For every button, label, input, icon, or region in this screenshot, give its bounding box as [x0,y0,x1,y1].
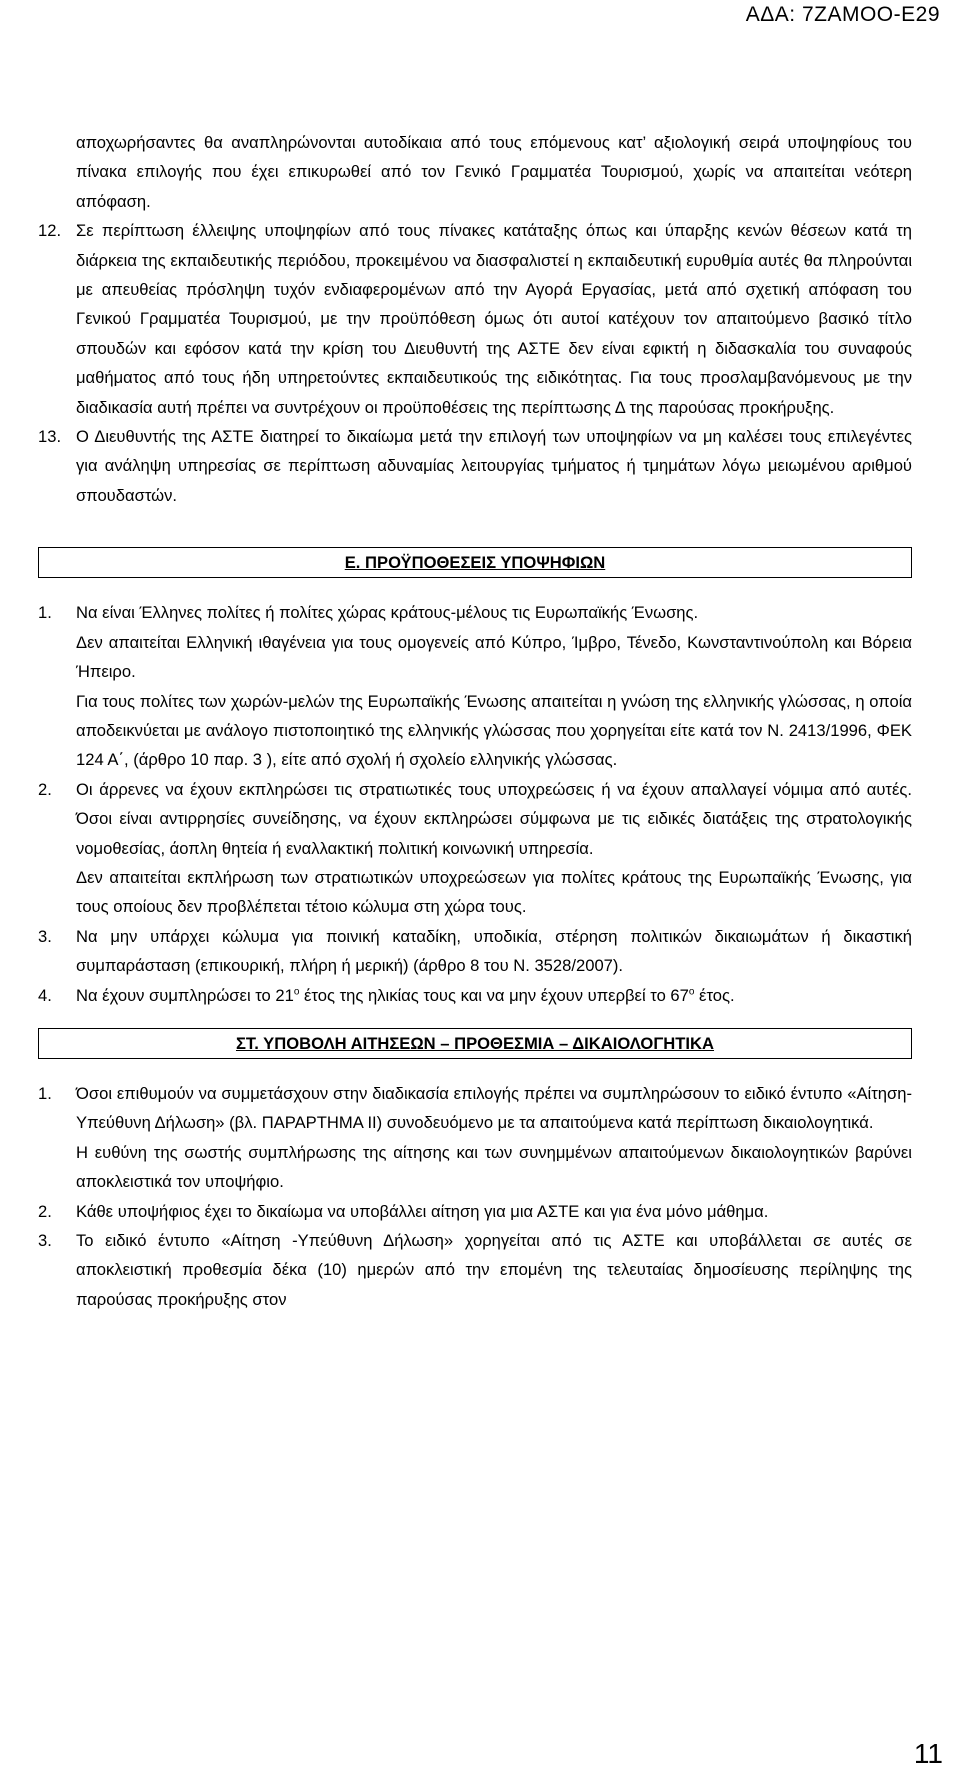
item-number: 2. [38,1201,52,1221]
superscript-o: ο [688,986,695,998]
list-item-e2 [38,775,912,922]
item-text-part: έτος. [694,985,735,1005]
item-text [76,981,912,1010]
list-item-12 [38,216,912,422]
item-text: Όσοι επιθυμούν να συμμετάσχουν στην διαδικασία επιλογής πρέπει να συμπληρώσουν το ειδικό έντυπο «Αίτηση-Υπεύθυνη Δήλωση» (βλ. ΠΑΡΑΡΤΗΜΑ ΙΙ) συνοδευόμενο με τα απαιτούμενα κατά περίπτωση δικαιολογητικά. [76,1083,912,1133]
document-body [38,128,912,1314]
superscript-o: ο [293,986,300,998]
item-text-part: Να έχουν συμπληρώσει το 21 [76,985,294,1005]
item-number: 12. [38,221,62,241]
item-number: 3. [38,1231,52,1250]
list-item-st1 [38,1079,912,1197]
item-number: 2. [38,779,52,799]
list-item-13 [38,422,912,510]
intro-paragraph: αποχωρήσαντες θα αναπληρώνονται αυτοδίκαια από τους επόμενους κατ’ αξιολογική σειρά υποψηφίους του πίνακα επιλογής που έχει επικυρωθεί από τον Γενικό Γραμματέα Τουρισμού, χωρίς να απαιτείται νεότερη απόφαση. [76,133,912,211]
document-code: ΑΔΑ: 7ΖΑΜΟΟ-Ε29 [745,3,940,26]
list-item-e1 [38,598,912,774]
list-item-e3 [38,922,912,981]
section-st-heading: ΣΤ. ΥΠΟΒΟΛΗ ΑΙΤΗΣΕΩΝ – ΠΡΟΘΕΣΜΙΑ – ΔΙΚΑΙΟΛΟΓΗΤΙΚΑ [38,1028,912,1059]
item-number: 1. [38,603,52,623]
item-text: Το ειδικό έντυπο «Αίτηση -Υπεύθυνη Δήλωση» χορηγείται από τις ΑΣΤΕ και υποβάλλεται σε αυτές σε αποκλειστική προθεσμία δέκα (10) ημερών από την επομένη της τελευταίας δημοσίευσης περίληψης της παρούσας προκήρυξης στον [76,1231,912,1309]
item-text: Σε περίπτωση έλλειψης υποψηφίων από τους πίνακες κατάταξης όπως και ύπαρξης κενών θέσεων κατά τη διάρκεια της εκπαιδευτικής περιόδου, προκειμένου να διασφαλιστεί η εκπαιδευτική ευρυθμία αυτές θα πληρούνται με απευθείας πρόσληψη τυχόν ενδιαφερομένων από την Αγορά Εργασίας, μετά από σχετική απόφαση του Γενικού Γραμματέα Τουρισμού, με την προϋπόθεση όμως ότι αυτοί κατέχουν τον απαιτούμενο βασικό τίτλο σπουδών και εφόσον κατά την κρίση του Διευθυντή της ΑΣΤΕ δεν είναι εφικτή η διδασκαλία του συναφούς μαθήματος από τους ήδη υπηρετούντες εκπαιδευτικούς της ειδικότητας. Για τους προσλαμβανόμενους με την διαδικασία αυτή πρέπει να συντρέχουν οι προϋποθέσεις της περίπτωσης Δ της παρούσας προκήρυξης. [76,221,912,417]
item-text: Η ευθύνη της σωστής συμπλήρωσης της αίτησης και των συνημμένων απαιτούμενων δικαιολογητικών βαρύνει αποκλειστικά τον υποψήφιο. [76,1142,912,1192]
item-text: Για τους πολίτες των χωρών-μελών της Ευρωπαϊκής Ένωσης απαιτείται η γνώση της ελληνικής γλώσσας, η οποία αποδεικνύεται με ανάλογο πιστοποιητικό της ελληνικής γλώσσας που χορηγείται είτε κατά τον Ν. 2413/1996, ΦΕΚ 124 Α΄, (άρθρο 10 παρ. 3 ), είτε από σχολή ή σχολείο ελληνικής γλώσσας. [76,691,912,770]
item-number: 3. [38,926,52,946]
item-number: 13. [38,427,62,447]
page-number: 11 [913,1738,943,1769]
item-text: Δεν απαιτείται εκπλήρωση των στρατιωτικών υποχρεώσεων για πολίτες κράτους της Ευρωπαϊκής Ένωσης, για τους οποίους δεν προβλέπεται τέτοιο κώλυμα στη χώρα τους. [76,867,912,917]
list-item-st2 [38,1197,912,1226]
item-text: Ο Διευθυντής της ΑΣΤΕ διατηρεί το δικαίωμα μετά την επιλογή των υποψηφίων να μη καλέσει τους επιλεγέντες για ανάληψη υπηρεσίας σε περίπτωση αδυναμίας λειτουργίας τμήματος ή τμημάτων λόγω μειωμένου αριθμού σπουδαστών. [76,427,912,505]
item-number: 1. [38,1083,52,1103]
item-text: Κάθε υποψήφιος έχει το δικαίωμα να υποβάλλει αίτηση για μια ΑΣΤΕ και για ένα μόνο μάθημα. [76,1201,769,1221]
section-e-heading: Ε. ΠΡΟΫΠΟΘΕΣΕΙΣ ΥΠΟΨΗΦΙΩΝ [38,547,912,578]
item-text-part: έτος της ηλικίας τους και να μην έχουν υπερβεί το 67 [299,985,689,1005]
item-text: Να μην υπάρχει κώλυμα για ποινική καταδίκη, υποδικία, στέρηση πολιτικών δικαιωμάτων ή δικαστική συμπαράσταση (επικουρική, πλήρη ή μερική) (άρθρο 8 του Ν. 3528/2007). [76,926,912,976]
item-text: Οι άρρενες να έχουν εκπληρώσει τις στρατιωτικές τους υποχρεώσεις ή να έχουν απαλλαγεί νόμιμα από αυτές. Όσοι είναι αντιρρησίες συνείδησης, να έχουν εκπληρώσει σύμφωνα με τις ειδικές διατάξεις της στρατολογικής νομοθεσίας, άοπλη θητεία ή εναλλακτική πολιτική κοινωνική υπηρεσία. [76,779,912,858]
item-text: Να είναι Έλληνες πολίτες ή πολίτες χώρας κράτους-μέλους τις Ευρωπαϊκής Ένωσης. [76,603,699,623]
list-item-st3 [38,1226,912,1314]
item-number: 4. [38,985,52,1005]
item-text: Δεν απαιτείται Ελληνική ιθαγένεια για τους ομογενείς από Κύπρο, Ίμβρο, Τένεδο, Κωνσταντινούπολη και Βόρεια Ήπειρο. [76,632,912,682]
list-item-e4 [38,981,912,1010]
